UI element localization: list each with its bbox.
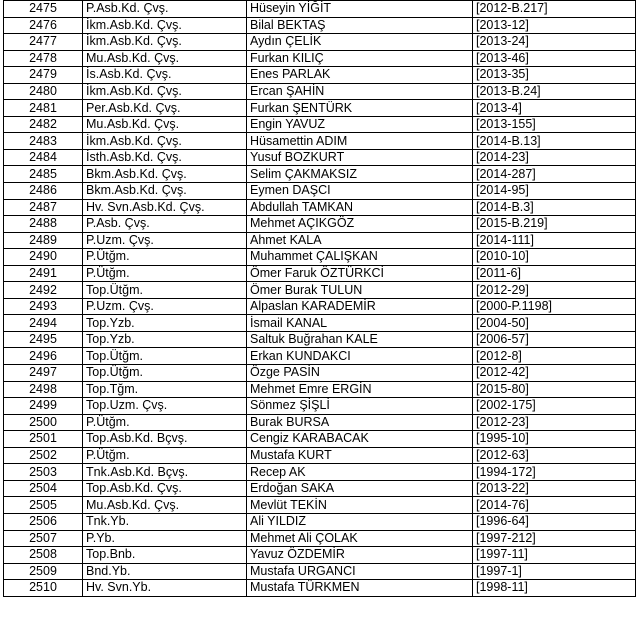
table-row [4,447,636,464]
name-cell: Bilal BEKTAŞ [247,17,473,34]
table-row [4,183,636,200]
name-cell: Recep AK [247,464,473,481]
code-cell: [2012-42] [473,365,636,382]
table-row [4,365,636,382]
name-cell: Ali YILDIZ [247,513,473,530]
table-row [4,298,636,315]
table-row [4,199,636,216]
name-cell: Furkan ŞENTÜRK [247,100,473,117]
code-cell: [2012-63] [473,447,636,464]
row-number-cell: 2503 [4,464,83,481]
name-cell: Abdullah TAMKAN [247,199,473,216]
row-number-cell: 2508 [4,547,83,564]
rank-cell: P.Uzm. Çvş. [83,232,247,249]
code-cell: [2013-12] [473,17,636,34]
row-number-cell: 2504 [4,480,83,497]
code-cell: [2014-76] [473,497,636,514]
code-cell: [2014-23] [473,149,636,166]
name-cell: İsmail KANAL [247,315,473,332]
name-cell: Ercan ŞAHİN [247,83,473,100]
name-cell: Erkan KUNDAKCI [247,348,473,365]
table-row [4,315,636,332]
row-number-cell: 2476 [4,17,83,34]
rank-cell: İkm.Asb.Kd. Çvş. [83,83,247,100]
code-cell: [1995-10] [473,431,636,448]
rank-cell: Tnk.Asb.Kd. Bçvş. [83,464,247,481]
row-number-cell: 2507 [4,530,83,547]
table-row [4,100,636,117]
rank-cell: İs.Asb.Kd. Çvş. [83,67,247,84]
rank-cell: Bnd.Yb. [83,563,247,580]
code-cell: [2013-B.24] [473,83,636,100]
name-cell: Mustafa TÜRKMEN [247,580,473,597]
table-row [4,34,636,51]
row-number-cell: 2502 [4,447,83,464]
rank-cell: Top.Ütğm. [83,365,247,382]
name-cell: Furkan KILIÇ [247,50,473,67]
rank-cell: Hv. Svn.Asb.Kd. Çvş. [83,199,247,216]
rank-cell: Top.Yzb. [83,315,247,332]
name-cell: Ömer Faruk ÖZTÜRKCİ [247,265,473,282]
code-cell: [2012-B.217] [473,1,636,18]
code-cell: [2013-4] [473,100,636,117]
rank-cell: Top.Asb.Kd. Bçvş. [83,431,247,448]
code-cell: [2015-80] [473,381,636,398]
name-cell: Engin YAVUZ [247,116,473,133]
table-row [4,1,636,18]
code-cell: [2012-29] [473,282,636,299]
rank-cell: Top.Uzm. Çvş. [83,398,247,415]
rank-cell: Top.Asb.Kd. Çvş. [83,480,247,497]
code-cell: [2014-B.3] [473,199,636,216]
code-cell: [1998-11] [473,580,636,597]
rank-cell: Mu.Asb.Kd. Çvş. [83,50,247,67]
name-cell: Alpaslan KARADEMİR [247,298,473,315]
table-row [4,83,636,100]
row-number-cell: 2501 [4,431,83,448]
table-row [4,216,636,233]
table-row [4,580,636,597]
table-row [4,398,636,415]
row-number-cell: 2506 [4,513,83,530]
name-cell: Ahmet KALA [247,232,473,249]
row-number-cell: 2479 [4,67,83,84]
table-row [4,348,636,365]
code-cell: [2000-P.1198] [473,298,636,315]
rank-cell: Top.Bnb. [83,547,247,564]
table-row [4,166,636,183]
row-number-cell: 2510 [4,580,83,597]
code-cell: [2013-22] [473,480,636,497]
name-cell: Aydın ÇELİK [247,34,473,51]
row-number-cell: 2482 [4,116,83,133]
rank-cell: P.Ütğm. [83,447,247,464]
table-row [4,232,636,249]
name-cell: Enes PARLAK [247,67,473,84]
rank-cell: İsth.Asb.Kd. Çvş. [83,149,247,166]
name-cell: Yavuz ÖZDEMİR [247,547,473,564]
row-number-cell: 2496 [4,348,83,365]
row-number-cell: 2505 [4,497,83,514]
row-number-cell: 2486 [4,183,83,200]
name-cell: Mehmet Ali ÇOLAK [247,530,473,547]
row-number-cell: 2477 [4,34,83,51]
code-cell: [2011-6] [473,265,636,282]
code-cell: [2006-57] [473,331,636,348]
table-row [4,149,636,166]
rank-cell: Per.Asb.Kd. Çvş. [83,100,247,117]
name-cell: Muhammet ÇALIŞKAN [247,249,473,266]
row-number-cell: 2475 [4,1,83,18]
rank-cell: P.Yb. [83,530,247,547]
name-cell: Hüseyin YİĞİT [247,1,473,18]
row-number-cell: 2500 [4,414,83,431]
row-number-cell: 2488 [4,216,83,233]
name-cell: Saltuk Buğrahan KALE [247,331,473,348]
name-cell: Cengiz KARABACAK [247,431,473,448]
row-number-cell: 2485 [4,166,83,183]
name-cell: Erdoğan SAKA [247,480,473,497]
name-cell: Ömer Burak TULUN [247,282,473,299]
row-number-cell: 2483 [4,133,83,150]
table-row [4,513,636,530]
code-cell: [2014-287] [473,166,636,183]
name-cell: Mustafa URGANCI [247,563,473,580]
name-cell: Burak BURSA [247,414,473,431]
code-cell: [2004-50] [473,315,636,332]
table-row [4,50,636,67]
table-row [4,563,636,580]
table-row [4,431,636,448]
table-row [4,497,636,514]
code-cell: [2013-24] [473,34,636,51]
row-number-cell: 2509 [4,563,83,580]
rank-cell: P.Ütğm. [83,414,247,431]
code-cell: [1994-172] [473,464,636,481]
table-row [4,530,636,547]
personnel-table [3,0,636,597]
row-number-cell: 2492 [4,282,83,299]
code-cell: [2012-23] [473,414,636,431]
row-number-cell: 2487 [4,199,83,216]
rank-cell: İkm.Asb.Kd. Çvş. [83,34,247,51]
table-row [4,17,636,34]
row-number-cell: 2478 [4,50,83,67]
name-cell: Sönmez ŞİŞLİ [247,398,473,415]
code-cell: [2014-95] [473,183,636,200]
rank-cell: Bkm.Asb.Kd. Çvş. [83,166,247,183]
code-cell: [2014-111] [473,232,636,249]
rank-cell: Tnk.Yb. [83,513,247,530]
table-body [4,1,636,597]
rank-cell: İkm.Asb.Kd. Çvş. [83,17,247,34]
name-cell: Mevlüt TEKİN [247,497,473,514]
row-number-cell: 2497 [4,365,83,382]
code-cell: [1997-11] [473,547,636,564]
code-cell: [2015-B.219] [473,216,636,233]
table-row [4,282,636,299]
rank-cell: P.Asb. Çvş. [83,216,247,233]
code-cell: [2013-35] [473,67,636,84]
row-number-cell: 2489 [4,232,83,249]
code-cell: [2013-155] [473,116,636,133]
row-number-cell: 2491 [4,265,83,282]
table-row [4,464,636,481]
name-cell: Mehmet Emre ERGİN [247,381,473,398]
name-cell: Hüsamettin ADIM [247,133,473,150]
table-row [4,249,636,266]
row-number-cell: 2484 [4,149,83,166]
table-row [4,331,636,348]
rank-cell: Mu.Asb.Kd. Çvş. [83,497,247,514]
name-cell: Mehmet AÇIKGÖZ [247,216,473,233]
row-number-cell: 2490 [4,249,83,266]
code-cell: [2012-8] [473,348,636,365]
code-cell: [2002-175] [473,398,636,415]
row-number-cell: 2493 [4,298,83,315]
code-cell: [1997-1] [473,563,636,580]
row-number-cell: 2499 [4,398,83,415]
rank-cell: P.Uzm. Çvş. [83,298,247,315]
rank-cell: P.Ütğm. [83,249,247,266]
name-cell: Yusuf BOZKURT [247,149,473,166]
code-cell: [1997-212] [473,530,636,547]
code-cell: [1996-64] [473,513,636,530]
rank-cell: Bkm.Asb.Kd. Çvş. [83,183,247,200]
rank-cell: Top.Yzb. [83,331,247,348]
table-row [4,133,636,150]
row-number-cell: 2495 [4,331,83,348]
rank-cell: Top.Ütğm. [83,348,247,365]
name-cell: Selim ÇAKMAKSIZ [247,166,473,183]
code-cell: [2013-46] [473,50,636,67]
name-cell: Özge PASİN [247,365,473,382]
name-cell: Eymen DAŞCI [247,183,473,200]
rank-cell: İkm.Asb.Kd. Çvş. [83,133,247,150]
rank-cell: P.Ütğm. [83,265,247,282]
table-row [4,116,636,133]
row-number-cell: 2494 [4,315,83,332]
table-row [4,480,636,497]
table-row [4,265,636,282]
rank-cell: Mu.Asb.Kd. Çvş. [83,116,247,133]
table-row [4,414,636,431]
code-cell: [2010-10] [473,249,636,266]
name-cell: Mustafa KURT [247,447,473,464]
rank-cell: P.Asb.Kd. Çvş. [83,1,247,18]
code-cell: [2014-B.13] [473,133,636,150]
rank-cell: Top.Ütğm. [83,282,247,299]
table-row [4,67,636,84]
table-row [4,547,636,564]
row-number-cell: 2481 [4,100,83,117]
rank-cell: Hv. Svn.Yb. [83,580,247,597]
table-row [4,381,636,398]
row-number-cell: 2498 [4,381,83,398]
row-number-cell: 2480 [4,83,83,100]
rank-cell: Top.Tğm. [83,381,247,398]
